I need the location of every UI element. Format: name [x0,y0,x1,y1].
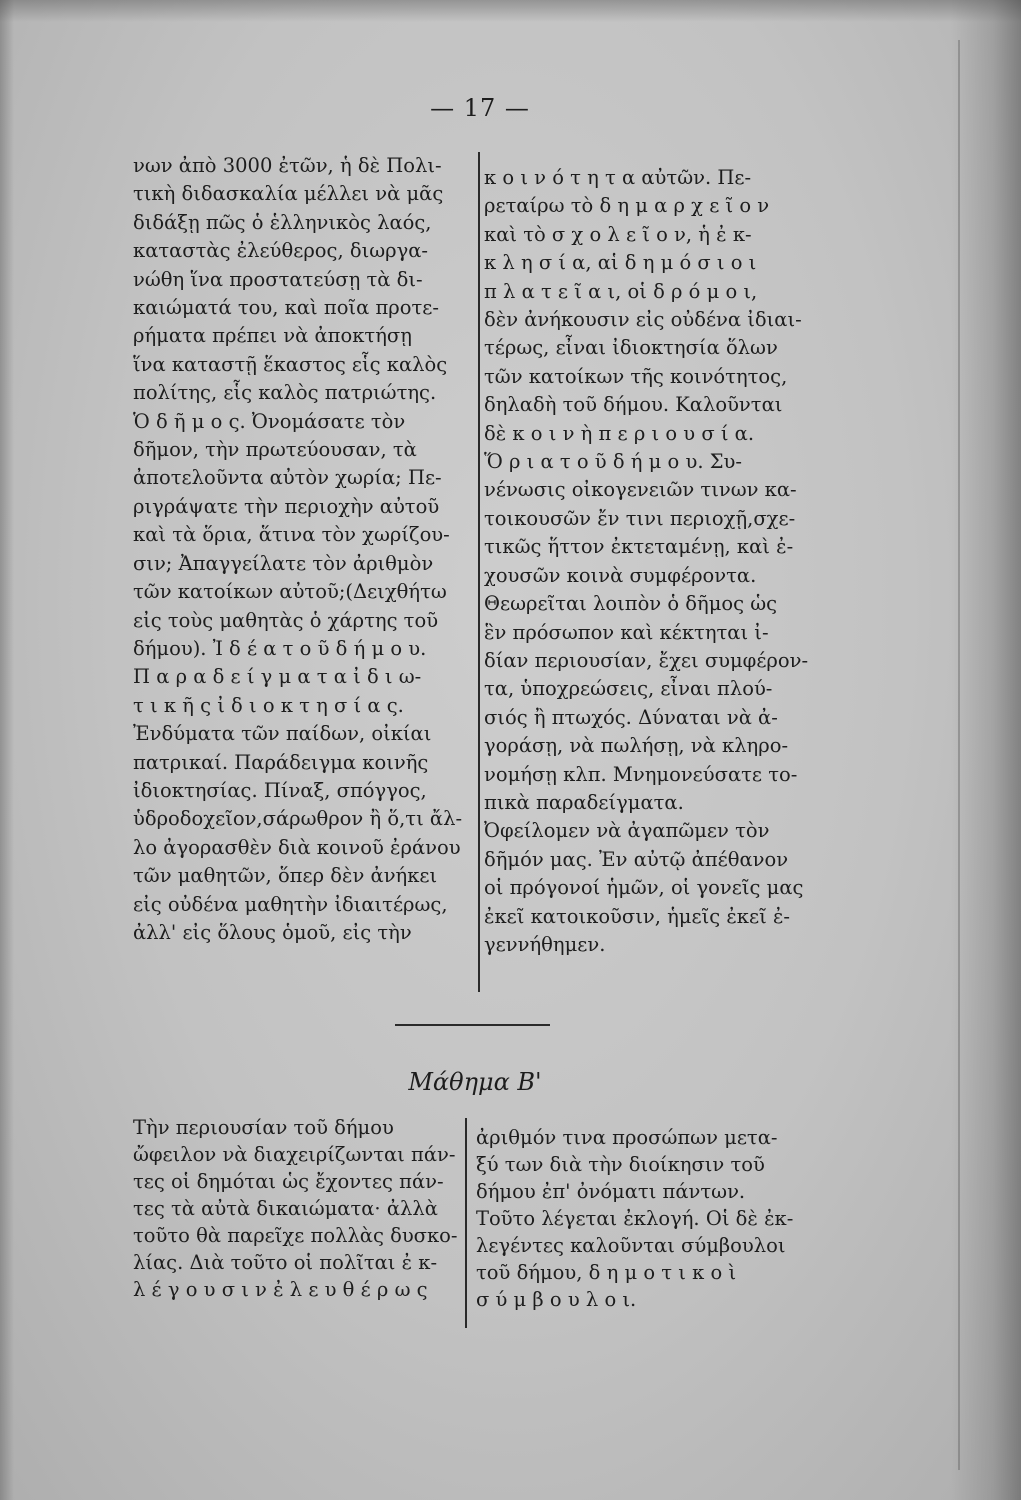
text-line: ρεταίρω τὸ δ η μ α ρ χ ε ῖ ο ν [484,194,770,218]
text-line: γοράσῃ, νὰ πωλήσῃ, νὰ κληρο- [484,734,789,758]
text-line: τῶν κατοίκων αὐτοῦ;(Δειχθήτω [133,580,447,604]
text-line: χουσῶν κοινὰ συμφέροντα. [484,563,757,587]
text-line: ἵνα καταστῇ ἕκαστος εἷς καλὸς [133,352,448,376]
paper-fold [958,40,960,1470]
text-line: πατρικαί. Παράδειγμα κοινῆς [133,750,429,774]
lesson-b-left-column [133,1114,461,1303]
text-line: νένωσις οἰκογενειῶν τινων κα- [484,478,797,502]
text-line: ὤφειλον νὰ διαχειρίζωνται πάν- [133,1143,456,1166]
text-line: π λ α τ ε ῖ α ι, οἱ δ ρ ό μ ο ι, [484,279,758,303]
section-separator [395,1024,550,1026]
lesson-b-title: Μάθημα Β' [408,1068,542,1096]
text-line: ἀποτελοῦντα αὐτὸν χωρία; Πε- [133,466,442,490]
text-line: Ὀφείλομεν νὰ ἀγαπῶμεν τὸν [484,819,770,843]
text-line: τῶν μαθητῶν, ὅπερ δὲν ἀνήκει [133,864,438,888]
text-line: τικῶς ἥττον ἐκτεταμένῃ, καὶ ἐ- [484,535,794,559]
text-line: Τοῦτο λέγεται ἐκλογή. Οἱ δὲ ἐκ- [476,1207,794,1230]
text-line: πολίτης, εἷς καλὸς πατριώτης. [133,381,437,405]
text-line: λο ἀγορασθὲν διὰ κοινοῦ ἐράνου [133,835,461,859]
text-line: πικὰ παραδείγματα. [484,790,684,814]
text-line: Τὴν περιουσίαν τοῦ δήμου [133,1116,394,1139]
text-line: δῆμον, τὴν πρωτεύουσαν, τὰ [133,438,417,462]
text-line: ἓν πρόσωπον καὶ κέκτηται ἰ- [484,620,769,644]
text-line: ρήματα πρέπει νὰ ἀποκτήσῃ [133,324,412,348]
text-line: τοικουσῶν ἔν τινι περιοχῇ,σχε- [484,506,796,530]
text-line: δηλαδὴ τοῦ δήμου. Καλοῦνται [484,393,783,417]
text-line: Ἐνδύματα τῶν παίδων, οἰκίαι [133,722,432,746]
lesson-a-left-column [133,152,473,947]
text-line: λεγέντες καλοῦνται σύμβουλοι [476,1234,786,1257]
text-line: τες τὰ αὐτὰ δικαιώματα· ἀλλὰ [133,1197,438,1220]
page-number: — 17 — [430,94,530,122]
text-line: ριγράψατε τὴν περιοχὴν αὐτοῦ [133,494,440,518]
text-line: ἰδιοκτησίας. Πίναξ, σπόγγος, [133,778,427,802]
text-line: κ ο ι ν ό τ η τ α αὐτῶν. Πε- [484,166,752,189]
text-line: Θεωρεῖται λοιπὸν ὁ δῆμος ὡς [484,592,778,616]
text-line: διδάξῃ πῶς ὁ ἑλληνικὸς λαός, [133,210,432,234]
text-line: καὶ τὰ ὅρια, ἅτινα τὸν χωρίζου- [133,523,450,547]
lesson-b-right-column [476,1124,836,1313]
text-line: τικὴ διδασκαλία μέλλει νὰ μᾶς [133,182,444,206]
text-line: εἰς οὐδένα μαθητὴν ἰδιαιτέρως, [133,892,448,916]
text-line: δήμου). Ἰ δ έ α τ ο ῦ δ ή μ ο υ. [133,636,427,660]
column-divider [465,1118,467,1328]
text-line: ἐκεῖ κατοικοῦσιν, ἡμεῖς ἐκεῖ ἐ- [484,904,790,928]
text-line: δὲν ἀνήκουσιν εἰς οὐδένα ἰδιαι- [484,308,802,332]
text-line: νων ἀπὸ 3000 ἐτῶν, ἡ δὲ Πολι- [133,154,442,177]
text-line: σιν; Ἀπαγγείλατε τὸν ἀριθμὸν [133,551,434,575]
text-line: τοῦτο θὰ παρεῖχε πολλὰς δυσκο- [133,1224,458,1247]
text-line: γεννήθημεν. [484,932,606,956]
text-line: εἰς τοὺς μαθητὰς ὁ χάρτης τοῦ [133,608,439,632]
text-line: ἀλλ' εἰς ὅλους ὁμοῦ, εἰς τὴν [133,920,412,944]
text-line: νομήσῃ κλπ. Μνημονεύσατε το- [484,762,798,786]
text-line: τα, ὑποχρεώσεις, εἶναι πλού- [484,677,773,701]
text-line: δίαν περιουσίαν, ἔχει συμφέρον- [484,648,809,672]
text-line: σ ύ μ β ο υ λ ο ι. [476,1288,637,1311]
text-line: λ έ γ ο υ σ ι ν ἐ λ ε υ θ έ ρ ω ς [133,1278,428,1301]
text-line: τοῦ δήμου, δ η μ ο τ ι κ ο ὶ [476,1261,737,1284]
page-shadow-right [951,0,1021,1500]
text-line: τέρως, εἶναι ἰδιοκτησία ὅλων [484,336,778,360]
text-line: Ὅ ρ ι α τ ο ῦ δ ή μ ο υ. Συ- [484,450,742,474]
text-line: ξύ των διὰ τὴν διοίκησιν τοῦ [476,1153,765,1176]
text-line: τῶν κατοίκων τῆς κοινότητος, [484,364,788,388]
text-line: ἀριθμόν τινα προσώπων μετα- [476,1126,778,1149]
text-line: ὑδροδοχεῖον,σάρωθρον ἢ ὅ,τι ἄλ- [133,807,463,831]
text-line: λίας. Διὰ τοῦτο οἱ πολῖται ἐ κ- [133,1251,438,1274]
text-line: δὲ κ ο ι ν ὴ π ε ρ ι ο υ σ ί α. [484,421,755,445]
text-line: καὶ τὸ σ χ ο λ ε ῖ ο ν, ἡ ἐ κ- [484,222,752,246]
lesson-a-right-column [484,164,844,959]
text-line: κ λ η σ ί α, αἱ δ η μ ό σ ι ο ι [484,251,757,275]
text-line: δῆμόν μας. Ἐν αὐτῷ ἀπέθανον [484,847,789,871]
text-line: Ὁ δ ῆ μ ο ς. Ὀνομάσατε τὸν [133,409,406,433]
text-line: καιώματά του, καὶ ποῖα προτε- [133,296,439,320]
page-shadow-left [0,0,14,1500]
page-shadow-top [0,0,1021,22]
text-line: Π α ρ α δ ε ί γ μ α τ α ἰ δ ι ω- [133,665,422,689]
text-line: νώθη ἵνα προστατεύσῃ τὰ δι- [133,267,423,291]
text-line: σιός ἢ πτωχός. Δύναται νὰ ἀ- [484,705,778,729]
text-line: δήμου ἐπ' ὀνόματι πάντων. [476,1180,746,1203]
text-line: τες οἱ δημόται ὡς ἔχοντες πάν- [133,1170,444,1193]
text-line: οἱ πρόγονοί ἡμῶν, οἱ γονεῖς μας [484,876,804,900]
text-line: καταστὰς ἐλεύθερος, διωργα- [133,239,429,263]
text-line: τ ι κ ῆ ς ἰ δ ι ο κ τ η σ ί α ς. [133,693,404,717]
column-divider [478,152,480,992]
